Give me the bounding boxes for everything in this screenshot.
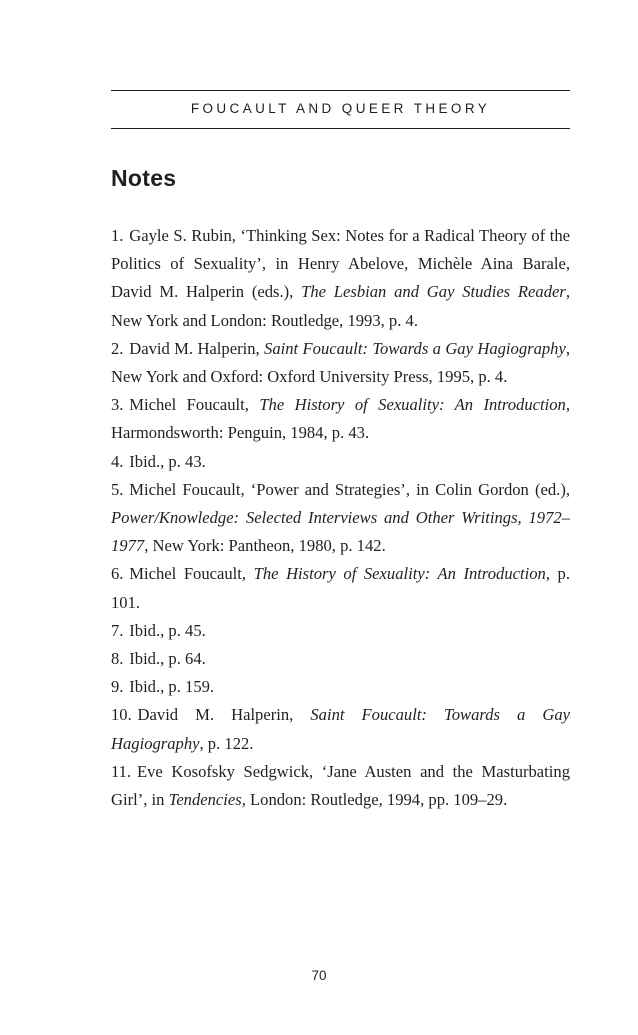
header-rule-bottom bbox=[111, 128, 570, 129]
note-text: , London: Routledge, 1994, pp. 109–29. bbox=[241, 790, 508, 810]
note-text: , p. 101. bbox=[111, 564, 570, 612]
note-number: 5. bbox=[111, 479, 124, 499]
note-number: 1. bbox=[111, 226, 124, 245]
note-number: 11. bbox=[111, 761, 132, 781]
note-text: , p. 122. bbox=[199, 733, 254, 753]
note-number: 7. bbox=[111, 620, 124, 640]
note-number: 10. bbox=[111, 705, 132, 725]
note-text: Michel Foucault, ‘Power and Strategies’, in Colin Gordon (ed.), bbox=[129, 479, 570, 499]
note-text: Ibid., p. 159. bbox=[129, 677, 215, 697]
notes-list bbox=[111, 222, 570, 814]
note-item bbox=[111, 673, 570, 701]
note-item bbox=[111, 645, 570, 673]
note-number: 9. bbox=[111, 677, 124, 697]
note-text: , New York and London: Routledge, 1993, p. 4. bbox=[111, 282, 570, 330]
note-item bbox=[111, 391, 570, 447]
header-rule-top bbox=[111, 90, 570, 91]
note-text: David M. Halperin, bbox=[129, 338, 265, 358]
note-number: 8. bbox=[111, 649, 124, 669]
note-item bbox=[111, 758, 570, 814]
note-text: Ibid., p. 64. bbox=[129, 649, 206, 669]
note-item bbox=[111, 560, 570, 616]
note-item bbox=[111, 448, 570, 476]
note-item bbox=[111, 617, 570, 645]
note-text: Eve Kosofsky Sedgwick, ‘Jane Austen and the Masturbating Girl’, in bbox=[111, 761, 570, 810]
note-item bbox=[111, 701, 570, 757]
note-item bbox=[111, 222, 570, 335]
running-head: FOUCAULT AND QUEER THEORY bbox=[190, 101, 491, 116]
note-number: 3. bbox=[111, 395, 124, 415]
note-text: Ibid., p. 43. bbox=[129, 451, 206, 471]
note-title-italic: The History of Sexuality: An Introduction bbox=[253, 564, 546, 584]
note-text: , New York: Pantheon, 1980, p. 142. bbox=[144, 536, 386, 556]
note-text: , New York and Oxford: Oxford University Press, 1995, p. 4. bbox=[111, 338, 570, 387]
note-title-italic: Power/Knowledge: Selected Interviews and Other Writings, 1972–1977 bbox=[111, 508, 570, 556]
note-item bbox=[111, 335, 570, 391]
note-text: Gayle S. Rubin, ‘Thinking Sex: Notes for a Radical Theory of the Politics of Sexuality’, in Henry Abelove, Michèle Aina Barale, David M. Halperin (eds.), bbox=[111, 226, 570, 302]
note-title-italic: Tendencies bbox=[168, 790, 242, 810]
note-title-italic: Saint Foucault: Towards a Gay Hagiography bbox=[111, 705, 571, 753]
page-number: 70 bbox=[311, 968, 327, 983]
note-number: 6. bbox=[111, 564, 124, 584]
note-item bbox=[111, 476, 570, 561]
note-title-italic: The History of Sexuality: An Introduction bbox=[259, 395, 566, 415]
note-number: 2. bbox=[111, 338, 124, 358]
note-text: Michel Foucault, bbox=[129, 564, 254, 584]
note-text: Michel Foucault, bbox=[129, 395, 260, 415]
note-text: David M. Halperin, bbox=[137, 705, 311, 725]
note-text: Ibid., p. 45. bbox=[129, 620, 206, 640]
note-text: , Harmondsworth: Penguin, 1984, p. 43. bbox=[111, 395, 570, 443]
note-number: 4. bbox=[111, 451, 124, 471]
note-title-italic: Saint Foucault: Towards a Gay Hagiography bbox=[264, 338, 566, 358]
note-title-italic: The Lesbian and Gay Studies Reader bbox=[301, 282, 566, 302]
section-title: Notes bbox=[111, 165, 177, 191]
